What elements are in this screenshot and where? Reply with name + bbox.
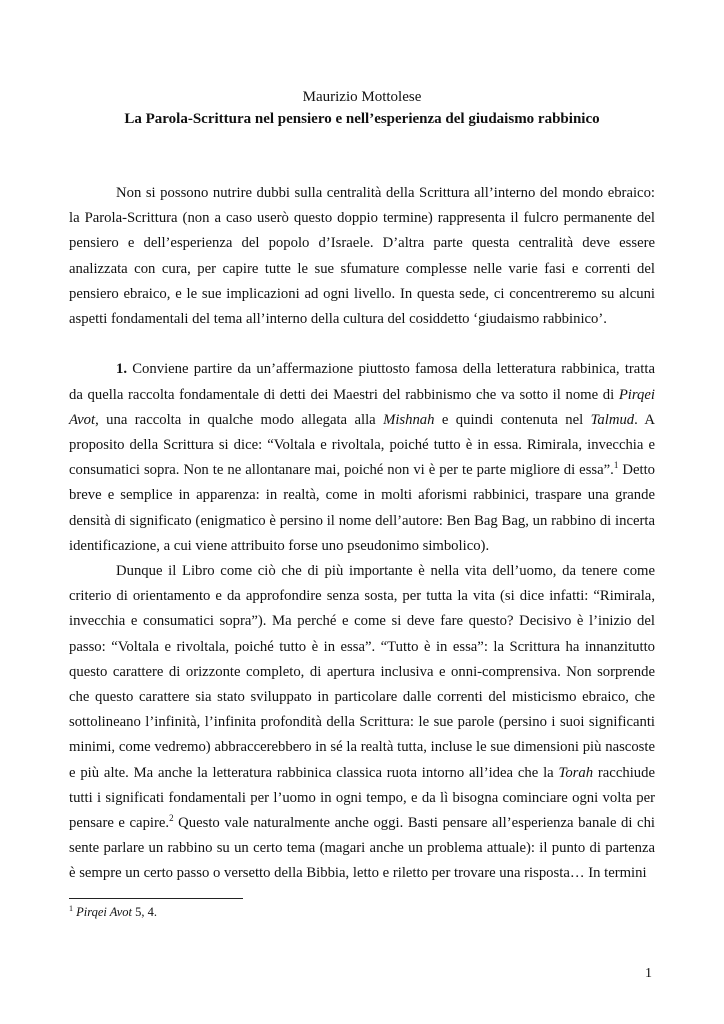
work-title-mishnah: Mishnah bbox=[383, 411, 435, 428]
text-run: . A proposito della Scrittura si dice: “Voltala e rivoltala, poiché tutto è in essa. Rimirala, invecchia e consumatici sopra. Non te ne allontanare mai, poiché non vi è per te parte migliore di essa”. bbox=[69, 411, 656, 479]
text-run: , una raccolta in qualche modo allegata alla bbox=[95, 411, 384, 428]
section-1-paragraph-2 bbox=[69, 559, 655, 887]
text-run: e quindi contenuta nel bbox=[434, 411, 591, 428]
footnote-reference-1[interactable]: 1 bbox=[613, 460, 619, 471]
footnote-1 bbox=[69, 905, 157, 920]
work-title-pirqei-avot: Pirqei Avot bbox=[69, 386, 655, 428]
footnote-source: Pirqei Avot bbox=[76, 905, 133, 919]
text-run: racchiude tutti i significati fondamentali per l’uomo in ogni tempo, e da lì bisogna cominciare ogni volta per pensare e capire. bbox=[69, 764, 655, 832]
footnote-separator bbox=[69, 898, 243, 899]
term-torah: Torah bbox=[558, 764, 594, 781]
author-name: Maurizio Mottolese bbox=[302, 89, 422, 105]
section-1-paragraph-1 bbox=[69, 357, 655, 559]
document-title: La Parola-Scrittura nel pensiero e nell’esperienza del giudaismo rabbinico bbox=[124, 111, 600, 127]
footnote-reference-2[interactable]: 2 bbox=[169, 813, 174, 824]
footnote-ref: 5, 4. bbox=[132, 905, 158, 919]
text-run: Dunque il Libro come ciò che di più importante è nella vita dell’uomo, da tenere come criterio di orientamento e da approfondire senza sosta, per tutta la vita (si dice infatti: “Rimirala, invecchia e consumatici sopra”). Ma perché e come si deve fare questo? Decisivo è l’inizio del passo: “Voltala e rivoltala, poiché tutto è in essa”. “Tutto è in essa”: la Scrittura ha innanzitutto questo carattere di orizzonte completo, di apertura inclusiva e onni-comprensiva. Non sorprende che questo carattere sia stato sviluppato in particolare dalle correnti del misticismo ebraico, che sottolineano l’infinità, l’infinita profondità della Scrittura: le sue parole (persino i suoi significanti minimi, come vedremo) abbraccerebbero in sé la realtà tutta, incluse le sue dimensioni più nascoste e più alte. Ma anche la letteratura rabbinica classica ruota intorno all’idea che la bbox=[69, 563, 655, 781]
page-number: 1 bbox=[645, 966, 652, 981]
work-title-talmud: Talmud bbox=[590, 411, 635, 428]
body-text bbox=[69, 181, 655, 887]
section-number: 1. bbox=[116, 361, 128, 378]
footnote-marker: 1 bbox=[69, 904, 73, 913]
text-run: Detto breve e semplice in apparenza: in realtà, come in molti aforismi rabbinici, traspare una grande densità di significato (enigmatico è persino il nome dell’autore: Ben Bag Bag, un rabbino di incerta identificazione, a cui viene attribuito forse uno pseudonimo simbolico). bbox=[69, 462, 655, 554]
text-run: Questo vale naturalmente anche oggi. Basti pensare all’esperienza banale di chi sente parlare un rabbino su un certo tema (magari anche un problema attuale): il punto di partenza è sempre un certo passo o versetto della Bibbia, letto e riletto per trovare una risposta… In termini bbox=[69, 815, 655, 882]
text-run: Conviene partire da un’affermazione piuttosto famosa della letteratura rabbinica, tratta da quella raccolta fondamentale di detti dei Maestri del rabbinismo che va sotto il nome di bbox=[69, 361, 655, 403]
intro-paragraph: Non si possono nutrire dubbi sulla centralità della Scrittura all’interno del mondo ebraico: la Parola-Scrittura (non a caso userò questo doppio termine) rappresenta il fulcro permanente del pensiero e dell’esperienza del popolo d’Israele. D’altra parte questa centralità deve essere analizzata con cura, per capire tutte le sue sfumature complesse nelle varie fasi e correnti del pensiero ebraico, e le sue implicazioni ad ogni livello. In questa sede, ci concentreremo su alcuni aspetti fondamentali del tema all’interno della cultura del cosiddetto ‘giudaismo rabbinico’. bbox=[69, 185, 655, 328]
